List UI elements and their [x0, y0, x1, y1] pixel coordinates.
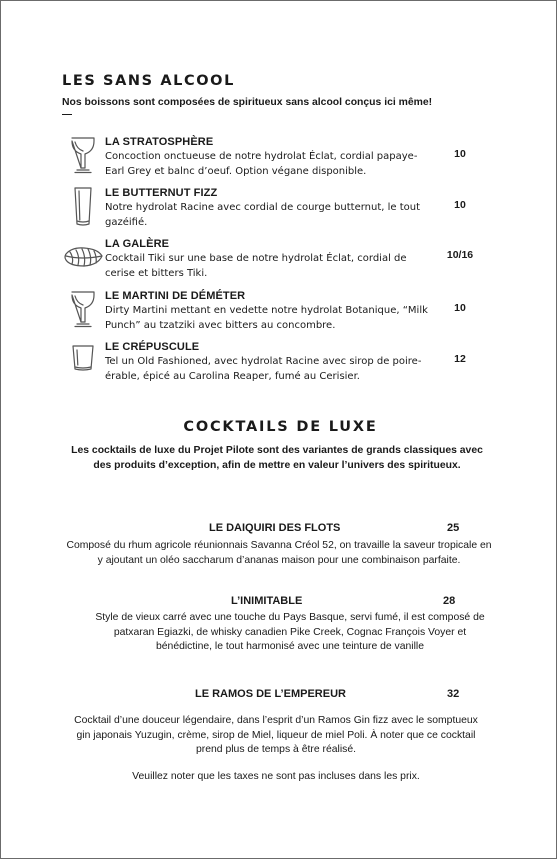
- rocks-glass-icon: [65, 341, 101, 381]
- menu-item: [62, 238, 482, 286]
- martini-glass-icon: [65, 136, 101, 176]
- item-price: 12: [454, 353, 466, 365]
- item-name: LA GALÈRE: [105, 238, 170, 250]
- menu-item: [62, 341, 482, 389]
- luxe-item-description: Cocktail d’une douceur légendaire, dans l’esprit d’un Ramos Gin fizz avec le somptueux gin japonais Yuzugin, crème, sirop de Miel, liqueur de miel Poli. À noter que ce cocktail prend plus de temps à être réalisé.: [74, 715, 478, 755]
- item-price: 10: [454, 199, 466, 211]
- item-price: 10: [454, 302, 466, 314]
- martini-glass-icon: [65, 290, 101, 330]
- luxe-item-price: 28: [443, 595, 456, 607]
- section-title-luxe: COCKTAILS DE LUXE: [183, 419, 378, 435]
- item-price: 10: [454, 148, 466, 160]
- item-name: LE CRÉPUSCULE: [105, 341, 200, 353]
- highball-glass-icon: [65, 187, 101, 227]
- luxe-item-name: LE DAIQUIRI DES FLOTS: [209, 522, 341, 534]
- shell-bowl-icon: [62, 238, 104, 278]
- menu-item: [62, 187, 482, 235]
- tax-note: Veuillez noter que les taxes ne sont pas incluses dans les prix.: [132, 771, 420, 782]
- luxe-item-name: LE RAMOS DE L’EMPEREUR: [195, 688, 346, 700]
- section-intro-sans-alcool: Nos boissons sont composées de spiritueux sans alcool conçus ici même!: [62, 97, 433, 108]
- menu-item: [62, 290, 482, 338]
- luxe-item-price: 25: [447, 522, 460, 534]
- menu-item: [62, 136, 482, 184]
- item-description: Cocktail Tiki sur une base de notre hydrolat Éclat, cordial de cerise et bitters Tiki.: [105, 253, 407, 279]
- item-description: Tel un Old Fashioned, avec hydrolat Racine avec sirop de poire-érable, épicé au Carolina Reaper, fumé au Cerisier.: [105, 356, 422, 382]
- item-description: Concoction onctueuse de notre hydrolat Éclat, cordial papaye-Earl Grey et balnc d’oeuf. Option végane disponible.: [105, 151, 418, 177]
- item-description: Dirty Martini mettant en vedette notre hydrolat Botanique, “Milk Punch” au tzatziki avec bitters au concombre.: [105, 305, 428, 331]
- item-name: LE BUTTERNUT FIZZ: [105, 187, 218, 199]
- section-intro-luxe: Les cocktails de luxe du Projet Pilote sont des variantes de grands classiques avec des produits d’exception, afin de mettre en valeur l’univers des spiritueux.: [71, 445, 483, 471]
- luxe-item-description: Style de vieux carré avec une touche du Pays Basque, servi fumé, il est composé de patxaran Egiazki, de whisky canadien Pike Creek, Cognac François Voyer et bénédictine, le tout harmonisé avec une teinture de vanille: [95, 612, 485, 652]
- luxe-item-price: 32: [447, 688, 460, 700]
- item-name: LE MARTINI DE DÉMÉTER: [105, 290, 246, 302]
- section-title-sans-alcool: LES SANS ALCOOL: [62, 73, 235, 89]
- luxe-item-name: L’INIMITABLE: [231, 595, 303, 607]
- luxe-item-description: Composé du rhum agricole réunionnais Savanna Créol 52, on travaille la saveur tropicale en y ajoutant un oléo saccharum d’ananas maison pour une combinaison parfaite.: [66, 540, 492, 566]
- item-description: Notre hydrolat Racine avec cordial de courge butternut, le tout gazéifié.: [105, 202, 421, 228]
- item-price: 10/16: [446, 249, 474, 261]
- separator-dash: —: [62, 109, 72, 120]
- item-name: LA STRATOSPHÈRE: [105, 136, 214, 148]
